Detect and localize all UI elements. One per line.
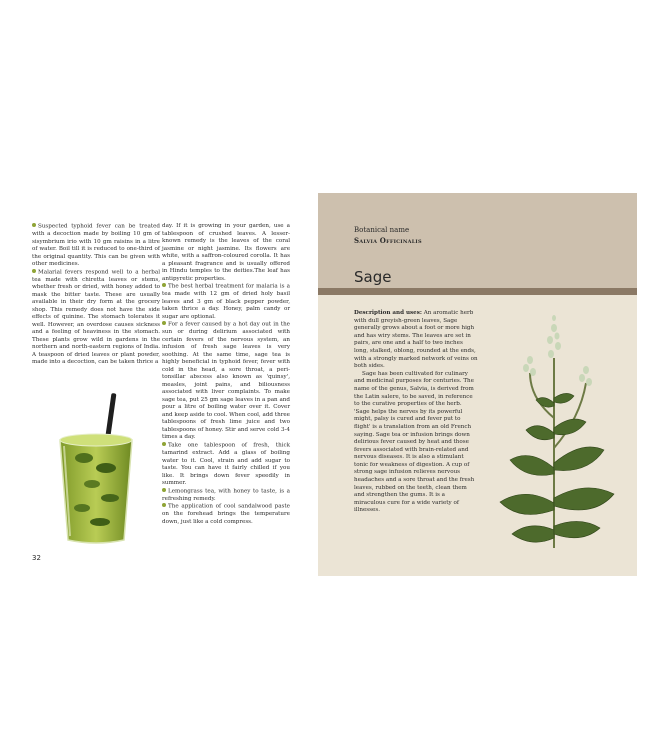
bullet-icon xyxy=(32,223,36,227)
herbal-tea-glass-image xyxy=(54,388,138,548)
left-column-1 xyxy=(32,223,160,367)
paragraph-holy-basil: The best herbal treatment for malaria is a tea made with 12 gm of dried holy basil leaves and 3 gm of black pepper powder, taken thrice a day. Honey, palm candy or sugar are optional. xyxy=(162,283,290,320)
description-paragraph-1: Description and uses: An aromatic herb with dull greyish-green leaves, Sage generally grows about a foot or more high and has wiry stems. The leaves are set in pairs, are one and a half to two inches long, stalked, oblong, rounded at the ends, with a strongly marked network of veins on both sides. xyxy=(354,310,478,370)
bullet-icon xyxy=(162,442,166,446)
description-block xyxy=(354,310,478,515)
title-divider-bar xyxy=(318,288,637,295)
sage-plant-illustration xyxy=(490,298,620,553)
paragraph-continuation: day. If it is growing in your garden, use a tablespoon of crushed leaves. A lesser-known remedy is the leaves of the coral jasmine or night jasmine. Its flowers are white, with a saffron-coloured corolla. It has a pleasant fragrance and is usually offered in Hindu temples to the deities.The leaf has antipyretic properties. xyxy=(162,223,290,282)
bullet-icon xyxy=(32,269,36,273)
bullet-icon xyxy=(162,321,166,325)
herb-title: Sage xyxy=(354,268,392,286)
page-number: 32 xyxy=(32,554,41,562)
paragraph-lemongrass: Lemongrass tea, with honey to taste, is a refreshing remedy. xyxy=(162,488,290,502)
paragraph-typhoid: Suspected typhoid fever can be treated with a decoction made by boiling 10 gm of sisymbrium irio with 10 gm raisins in a litre of water. Boil till it is reduced to one-third of the original quantity. This can be given with other medicines. xyxy=(32,223,160,267)
paragraph-tamarind: Take one tablespoon of fresh, thick tamarind extract. Add a glass of boiling water to it. Cool, strain and add sugar to taste. You can have it fairly chilled if you like. It brings down fever speedily in summer. xyxy=(162,442,290,487)
botanical-name-label: Botanical name xyxy=(354,226,410,234)
paragraph-sage-tea: For a fever caused by a hot day out in the sun or during delirium associated with certain fevers of the nervous system, an infusion of fresh sage leaves is very soothing. At the same time, sage tea is highly beneficial in typhoid fever, fever with cold in the head, a sore throat, a peri-tonsillar abscess also known as 'quinsy', measles, joint pains, and biliousness associated with liver complaints. To make sage tea, put 25 gm sage leaves in a pan and pour a litre of boiling water over it. Cover and keep aside to cool. When cool, add three tablespoons of fresh lime juice and two tablespoons of honey. Stir and serve cold 3-4 times a day. xyxy=(162,321,290,441)
description-heading: Description and uses: xyxy=(354,310,422,316)
right-page xyxy=(318,193,637,576)
left-column-2 xyxy=(162,223,290,527)
paragraph-sandalwood: The application of cool sandalwood paste on the forehead brings the temperature down, just like a cold compress. xyxy=(162,503,290,525)
bullet-icon xyxy=(162,283,166,287)
left-page xyxy=(22,193,317,576)
latin-name: Salvia Officinalis xyxy=(354,236,422,245)
bullet-icon xyxy=(162,488,166,492)
bullet-icon xyxy=(162,503,166,507)
paragraph-malaria: Malarial fevers respond well to a herbal tea made with chiretta leaves or stems, whether fresh or dried, with honey added to mask the bitter taste. These are usually available in their dry form at the grocery shop. This remedy does not have the side effects of quinine. The stomach tolerates it well. However, an overdose causes sickness and a feeling of heaviness in the stomach. These plants grow wild in gardens in the northern and north-eastern regions of India. A teaspoon of dried leaves or plant powder, made into a decoction, can be taken thrice a xyxy=(32,269,160,366)
description-paragraph-2: Sage has been cultivated for culinary and medicinal purposes for centuries. The name of the genus, Salvia, is derived from the Latin salere, to be saved, in reference to the curative properties of the herb. 'Sage helps the nerves by its powerful might, palsy is cured and fever put to flight' is a translation from an old French saying. Sage tea or infusion brings down delirious fever caused by heat and those fevers associated with brain-related and nervous diseases. It is also a stimulant tonic for weakness of digestion. A cup of strong sage infusion relieves nervous headaches and a sore throat and the fresh leaves, rubbed on the teeth, clean them and strengthen the gums. It is a miraculous cure for a wide variety of illnesses. xyxy=(354,370,475,514)
